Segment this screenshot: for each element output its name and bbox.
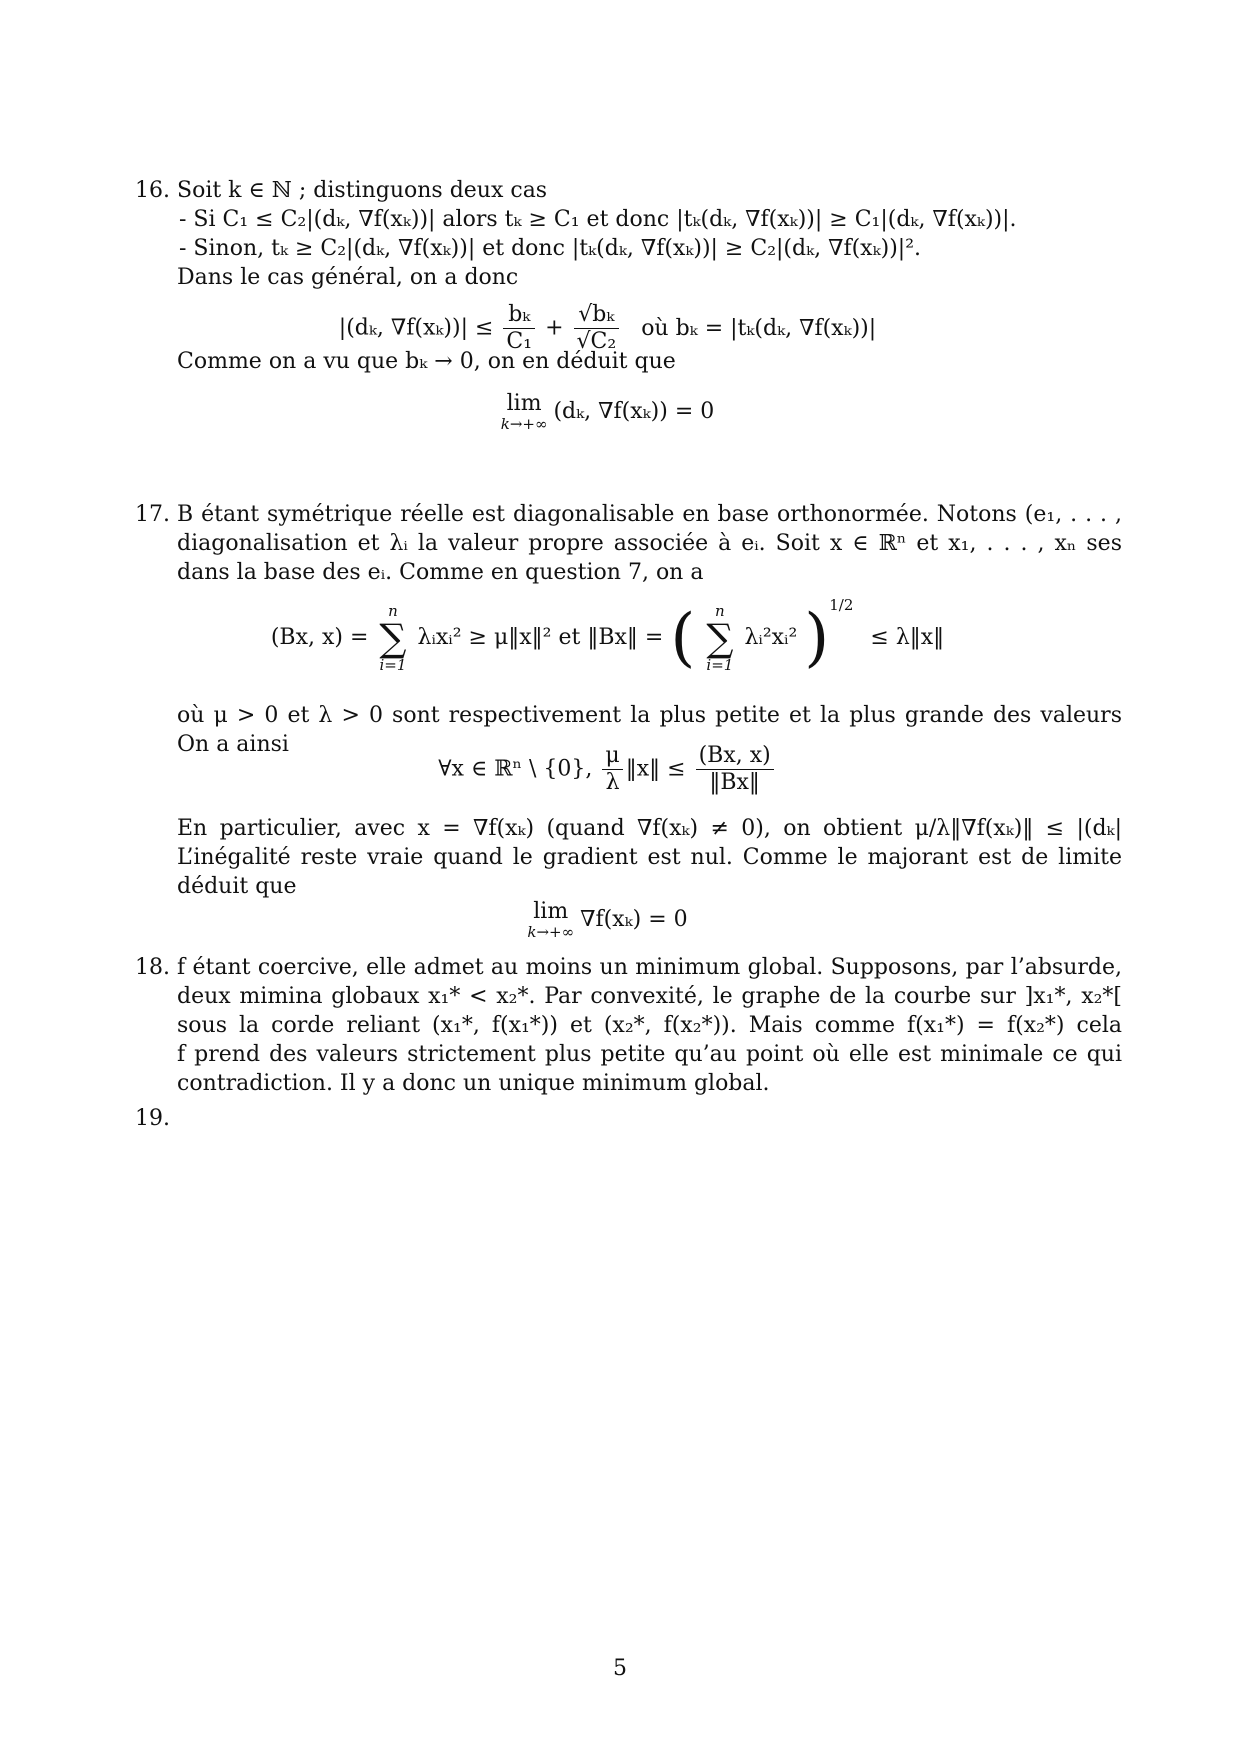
summation: n ∑ i=1	[379, 602, 407, 674]
question-number: 17.	[135, 502, 170, 527]
question-17	[135, 500, 1122, 941]
text-line: L’inégalité reste vraie quand le gradient est nul. Comme le majorant est de limite	[177, 845, 1122, 870]
text-line: On a ainsi	[177, 732, 289, 757]
text-line: Comme on a vu que bₖ → 0, on en déduit que	[177, 349, 676, 374]
text-line: Soit k ∈ ℕ ; distinguons deux cas	[177, 178, 548, 203]
text-line: où μ > 0 et λ > 0 sont respectivement la plus petite et la plus grande des valeurs	[177, 703, 1122, 728]
fraction: $\frac{\mu}{\lambda}$	[602, 743, 622, 796]
equation: lim k→+∞ (dₖ, ∇f(xₖ)) = 0	[500, 391, 715, 433]
text-line: déduit que	[177, 874, 297, 899]
fraction: $\frac{\text{bₖ}}{\text{C₁}}$	[503, 302, 535, 355]
question-number: 19.	[135, 1106, 170, 1131]
text-line: En particulier, avec x = ∇f(xₖ) (quand ∇f(xₖ) ≠ 0), on obtient μ/λ‖∇f(xₖ)‖ ≤ |(dₖ|	[177, 816, 1122, 841]
fraction: $\frac{\text{√bₖ}}{\text{√C₂}}$	[574, 302, 620, 355]
question-number: 18.	[135, 955, 170, 980]
limit: lim k→+∞	[500, 391, 548, 433]
question-16	[135, 176, 1120, 456]
text-line: B étant symétrique réelle est diagonalisable en base orthonormée. Notons (e₁, . . . ,	[177, 502, 1122, 527]
text-line: f étant coercive, elle admet au moins un minimum global. Supposons, par l’absurde,	[177, 955, 1122, 980]
question-18	[135, 953, 1120, 1103]
equation: |(dₖ, ∇f(xₖ))| ≤ $\frac{\text{bₖ}}{\text{C₁}}$ + $\frac{\text{√bₖ}}{\text{√C₂}}$ où bₖ = |tₖ(dₖ, ∇f(xₖ))|	[338, 302, 877, 354]
text-line: dans la base des eᵢ. Comme en question 7, on a	[177, 560, 704, 585]
text-line: sous la corde reliant (x₁*, f(x₁*)) et (x₂*, f(x₂*)). Mais comme f(x₁*) = f(x₂*) cela	[177, 1013, 1122, 1038]
text-line: f prend des valeurs strictement plus petite qu’au point où elle est minimale ce qui	[177, 1042, 1122, 1067]
equation: ∀x ∈ ℝⁿ \ {0}, $\frac{\mu}{\lambda}$ ‖x‖ ≤ $\frac{(Bx, x)}{‖Bx‖}$	[135, 743, 1080, 796]
page-number: 5	[613, 1656, 627, 1681]
text-line: - Si C₁ ≤ C₂|(dₖ, ∇f(xₖ))| alors tₖ ≥ C₁ et donc |tₖ(dₖ, ∇f(xₖ))| ≥ C₁|(dₖ, ∇f(xₖ))|.	[179, 207, 1017, 232]
text-line: Dans le cas général, on a donc	[177, 265, 519, 290]
text-line: deux mimina globaux x₁* < x₂*. Par convexité, le graphe de la courbe sur ]x₁*, x₂*[	[177, 984, 1122, 1009]
question-19	[135, 1104, 1120, 1134]
equation: (Bx, x) = n ∑ i=1 λᵢxᵢ² ≥ μ‖x‖² et ‖Bx‖ = ( n ∑ i=1 λᵢ²xᵢ² )$^{1/2}$ ≤ λ‖x‖	[270, 596, 945, 675]
text-line: contradiction. Il y a donc un unique minimum global.	[177, 1071, 770, 1096]
text-line: diagonalisation et λᵢ la valeur propre associée à eᵢ. Soit x ∈ ℝⁿ et x₁, . . . , xₙ ses	[177, 531, 1122, 556]
equation: lim k→+∞ ∇f(xₖ) = 0	[527, 899, 688, 941]
fraction: $\frac{(Bx, x)}{‖Bx‖}$	[696, 743, 774, 796]
text-line: - Sinon, tₖ ≥ C₂|(dₖ, ∇f(xₖ))| et donc |tₖ(dₖ, ∇f(xₖ))| ≥ C₂|(dₖ, ∇f(xₖ))|².	[179, 236, 922, 261]
summation: n ∑ i=1	[706, 602, 734, 674]
question-number: 16.	[135, 178, 170, 203]
limit: lim k→+∞	[527, 899, 575, 941]
